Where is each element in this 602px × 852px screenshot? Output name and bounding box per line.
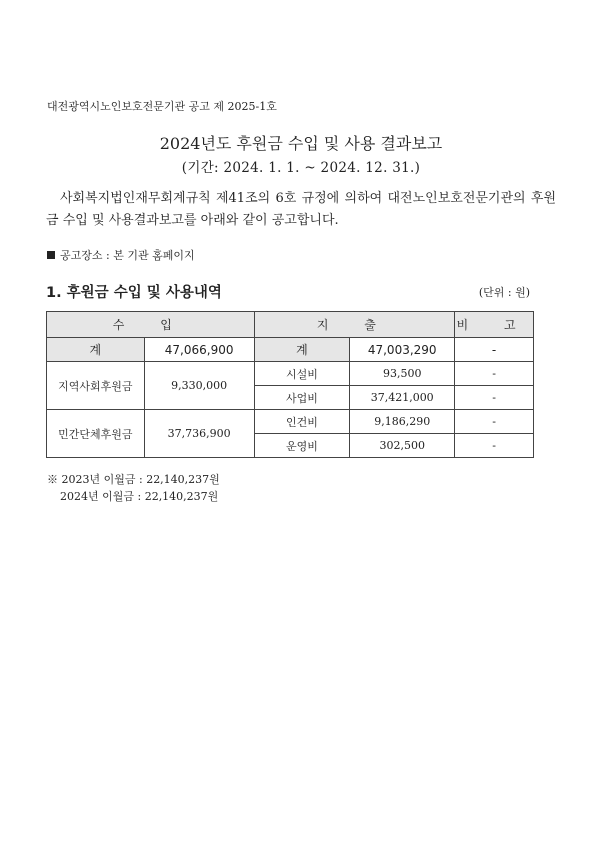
expense-total-value: 47,003,290 (350, 338, 455, 362)
note-2024-carryover: 2024년 이월금 : 22,140,237원 (60, 490, 219, 503)
income-label: 민간단체후원금 (47, 410, 145, 458)
header-expense: 지 출 (254, 312, 455, 338)
notice-number: 대전광역시노인보호전문기관 공고 제 2025-1호 (47, 100, 277, 113)
income-total-value: 47,066,900 (144, 338, 254, 362)
expense-value: 93,500 (350, 362, 455, 386)
expense-total-label: 계 (254, 338, 350, 362)
table-row (47, 362, 534, 386)
total-remark: - (455, 338, 534, 362)
expense-remark: - (455, 362, 534, 386)
header-income: 수 입 (47, 312, 255, 338)
expense-label: 인건비 (254, 410, 350, 434)
income-total-label: 계 (47, 338, 145, 362)
income-label: 지역사회후원금 (47, 362, 145, 410)
report-period: (기간: 2024. 1. 1. ~ 2024. 12. 31.) (181, 160, 421, 176)
expense-label: 운영비 (254, 434, 350, 458)
expense-value: 9,186,290 (350, 410, 455, 434)
square-bullet-icon (47, 251, 55, 259)
section-title: 1. 후원금 수입 및 사용내역 (46, 285, 222, 301)
page-title: 2024년도 후원금 수입 및 사용 결과보고 (159, 134, 443, 153)
income-value: 9,330,000 (144, 362, 254, 410)
body-paragraph: 사회복지법인재무회계규칙 제41조의 6호 규정에 의하여 대전노인보호전문기관의 후원금 수입 및 사용결과보고를 아래와 같이 공고합니다. (46, 191, 556, 228)
notice-place (47, 247, 195, 263)
expense-value: 37,421,000 (350, 386, 455, 410)
donation-report-table (46, 311, 534, 458)
notice-place-text: 공고장소 : 본 기관 홈페이지 (60, 249, 195, 262)
unit-label: (단위 : 원) (478, 286, 530, 299)
total-row (47, 338, 534, 362)
carryover-notes (47, 471, 220, 505)
expense-remark: - (455, 434, 534, 458)
income-value: 37,736,900 (144, 410, 254, 458)
expense-remark: - (455, 410, 534, 434)
expense-label: 사업비 (254, 386, 350, 410)
expense-remark: - (455, 386, 534, 410)
table-header-row (47, 312, 534, 338)
note-2023-carryover: ※ 2023년 이월금 : 22,140,237원 (47, 473, 220, 486)
expense-label: 시설비 (254, 362, 350, 386)
header-remarks: 비 고 (455, 312, 534, 338)
expense-value: 302,500 (350, 434, 455, 458)
table-row (47, 410, 534, 434)
